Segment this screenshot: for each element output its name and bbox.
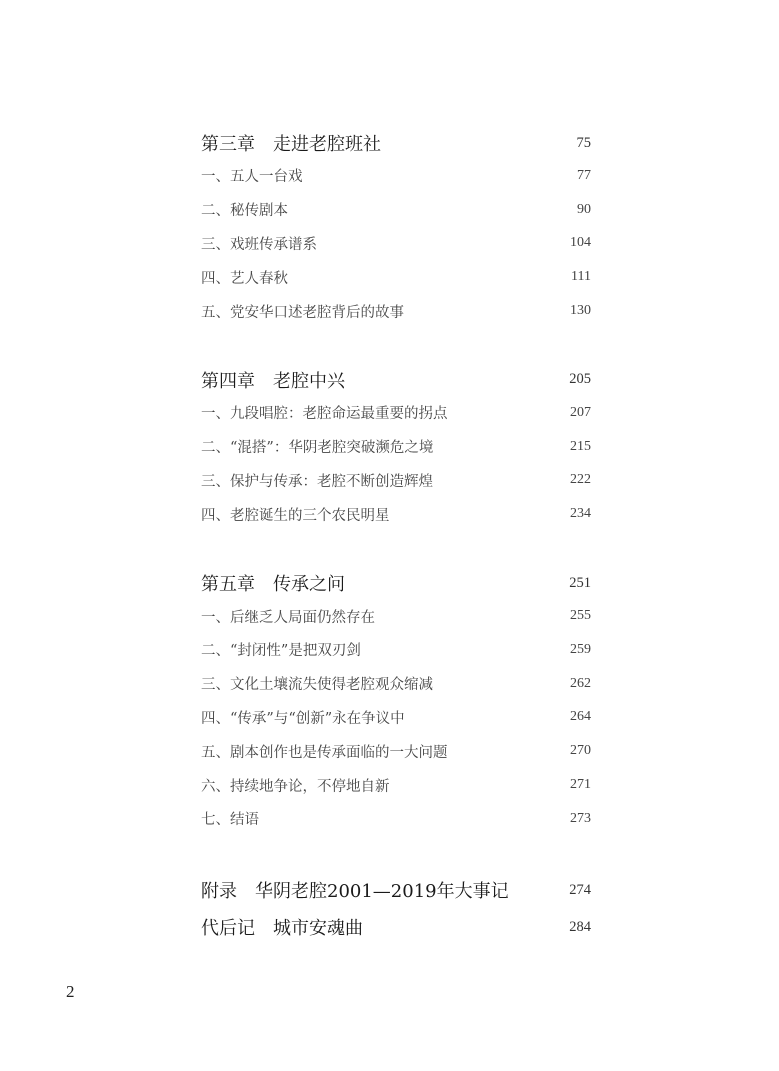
- section-title: 四、“传承”与“创新”永在争议中: [201, 710, 405, 727]
- section-page-number: 271: [570, 777, 591, 793]
- section-entry[interactable]: [201, 193, 591, 227]
- section-entry[interactable]: [201, 430, 591, 464]
- section-page-number: 77: [577, 167, 591, 183]
- section-page-number: 222: [570, 472, 591, 488]
- section-page-number: 104: [570, 235, 591, 251]
- section-page-number: 215: [570, 438, 591, 454]
- chapter-heading[interactable]: [201, 127, 591, 159]
- section-page-number: 111: [571, 269, 591, 285]
- afterword-label: 代后记: [201, 918, 255, 940]
- section-title: 五、剧本创作也是传承面临的一大问题: [201, 744, 448, 761]
- section-title: 一、五人一台戏: [201, 169, 303, 186]
- appendix-title: 华阴老腔2001—2019年大事记: [255, 881, 509, 903]
- section-entry[interactable]: [201, 599, 591, 633]
- chapter-page-number: 251: [569, 574, 591, 591]
- section-page-number: 207: [570, 404, 591, 420]
- section-page-number: 262: [570, 675, 591, 691]
- section-entry[interactable]: [201, 734, 591, 768]
- chapter-label: 第五章: [201, 574, 255, 596]
- section-page-number: 130: [570, 303, 591, 319]
- chapter-4: [201, 364, 591, 531]
- chapter-title: 走进老腔班社: [273, 134, 381, 155]
- section-page-number: 270: [570, 743, 591, 759]
- section-page-number: 259: [570, 641, 591, 657]
- section-entry[interactable]: [201, 768, 591, 802]
- chapter-label: 第四章: [201, 370, 255, 392]
- afterword-page-number: 284: [569, 918, 591, 935]
- section-title: 三、戏班传承谱系: [201, 236, 317, 253]
- section-title: 七、结语: [201, 812, 259, 829]
- afterword-title: 城市安魂曲: [273, 918, 363, 940]
- chapter-page-number: 205: [569, 371, 591, 388]
- appendix-page-number: 274: [569, 881, 591, 898]
- section-entry[interactable]: [201, 701, 591, 735]
- chapter-heading[interactable]: [201, 364, 591, 396]
- folio-page-number: 2: [66, 982, 75, 1001]
- appendix-section: [201, 872, 591, 946]
- appendix-label: 附录: [201, 881, 237, 903]
- chapter-page-number: 75: [576, 134, 591, 151]
- section-entry[interactable]: [201, 464, 591, 498]
- chapter-5: [201, 567, 591, 836]
- section-title: 三、保护与传承：老腔不断创造辉煌: [201, 473, 433, 490]
- section-entry[interactable]: [201, 294, 591, 328]
- section-entry[interactable]: [201, 396, 591, 430]
- section-title: 四、艺人春秋: [201, 270, 288, 287]
- section-title: 五、党安华口述老腔背后的故事: [201, 304, 404, 321]
- section-page-number: 255: [570, 608, 591, 624]
- section-entry[interactable]: [201, 497, 591, 531]
- section-title: 四、老腔诞生的三个农民明星: [201, 507, 390, 524]
- chapter-heading[interactable]: [201, 567, 591, 599]
- section-entry[interactable]: [201, 802, 591, 836]
- section-entry[interactable]: [201, 633, 591, 667]
- section-entry[interactable]: [201, 667, 591, 701]
- chapter-label: 第三章: [201, 134, 255, 155]
- section-title: 三、文化土壤流失使得老腔观众缩减: [201, 677, 433, 694]
- section-title: 一、后继乏人局面仍然存在: [201, 609, 375, 626]
- section-page-number: 234: [570, 506, 591, 522]
- section-page-number: 264: [570, 709, 591, 725]
- section-title: 一、九段唱腔：老腔命运最重要的拐点: [201, 406, 448, 423]
- section-title: 二、“混搭”：华阴老腔突破濒危之境: [201, 440, 434, 457]
- section-title: 二、“封闭性”是把双刃剑: [201, 643, 361, 660]
- section-entry[interactable]: [201, 159, 591, 193]
- section-page-number: 273: [570, 810, 591, 826]
- chapter-title: 传承之问: [273, 574, 345, 596]
- chapter-title: 老腔中兴: [273, 370, 345, 392]
- section-entry[interactable]: [201, 227, 591, 261]
- chapter-3: [201, 127, 591, 328]
- section-title: 六、持续地争论，不停地自新: [201, 778, 390, 795]
- appendix-entry[interactable]: [201, 872, 591, 909]
- afterword-entry[interactable]: [201, 909, 591, 946]
- table-of-contents: [201, 127, 591, 946]
- section-title: 二、秘传剧本: [201, 203, 288, 220]
- section-page-number: 90: [577, 201, 591, 217]
- section-entry[interactable]: [201, 260, 591, 294]
